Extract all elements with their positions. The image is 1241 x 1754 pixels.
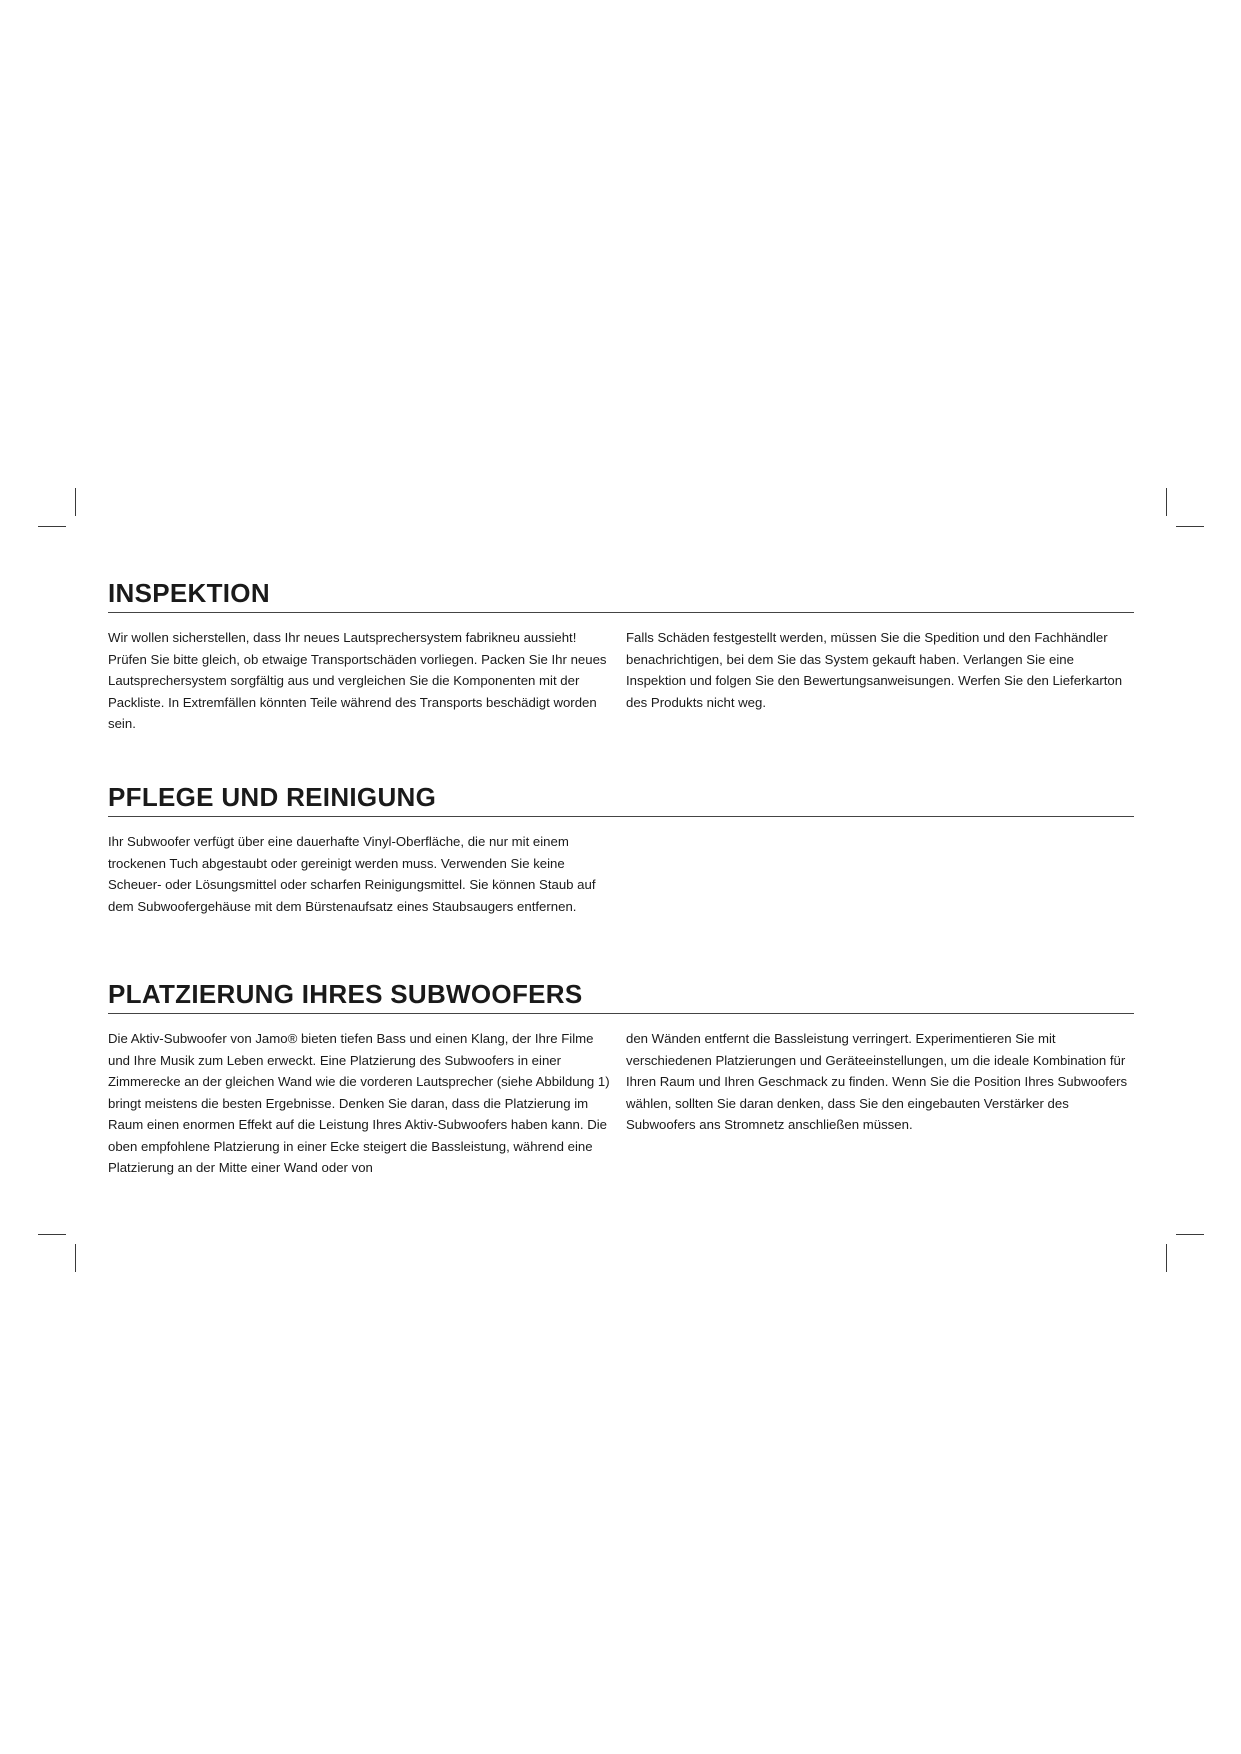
crop-mark-top-right-vertical — [1166, 488, 1167, 516]
inspection-text-right: Falls Schäden festgestellt werden, müssen Sie die Spedition und den Fachhändler benachrichtigen, bei dem Sie das System gekauft haben. Verlangen Sie eine Inspektion und folgen Sie den Bewertungsanweisungen. Werfen Sie den Lieferkarton des Produkts nicht weg. — [626, 630, 1123, 710]
section-columns — [108, 1028, 1134, 1179]
crop-mark-top-left-vertical — [75, 488, 76, 516]
section-inspection — [108, 578, 1134, 735]
section-heading-placement: PLATZIERUNG IHRES SUBWOOFERS — [108, 979, 1134, 1014]
crop-mark-bottom-right-horizontal — [1176, 1234, 1204, 1235]
section-care — [108, 782, 1134, 917]
section-heading-care: PFLEGE UND REINIGUNG — [108, 782, 1134, 817]
section-heading-inspection: INSPEKTION — [108, 578, 1134, 613]
placement-text-left: Die Aktiv-Subwoofer von Jamo® bieten tiefen Bass und einen Klang, der Ihre Filme und Ihre Musik zum Leben erweckt. Eine Platzierung des Subwoofers in einer Zimmerecke an der gleichen Wand wie die vorderen Lautsprecher (siehe Abbildung 1) bringt meistens die besten Ergebnisse. Denken Sie daran, dass die Platzierung im Raum einen enormen Effekt auf die Leistung Ihres Aktiv-Subwoofers haben kann. Die oben empfohlene Platzierung in einer Ecke steigert die Bassleistung, während eine Platzierung an der Mitte einer Wand oder von — [108, 1031, 610, 1175]
crop-mark-top-right-horizontal — [1176, 526, 1204, 527]
section-placement — [108, 979, 1134, 1179]
placement-text-right: den Wänden entfernt die Bassleistung verringert. Experimentieren Sie mit verschiedenen Platzierungen und Geräteeinstellungen, um die ideale Kombination für Ihren Raum und Ihren Geschmack zu finden. Wenn Sie die Position Ihres Subwoofers wählen, sollten Sie daran denken, dass Sie den eingebauten Verstärker des Subwoofers ans Stromnetz anschließen müssen. — [626, 1031, 1128, 1132]
crop-mark-bottom-left-vertical — [75, 1244, 76, 1272]
section-columns — [108, 831, 1134, 917]
inspection-text-left: Wir wollen sicherstellen, dass Ihr neues Lautsprechersystem fabrikneu aussieht! Prüfen Sie bitte gleich, ob etwaige Transportschäden vorliegen. Packen Sie Ihr neues Lautsprechersystem sorgfältig aus und vergleichen Sie die Komponenten mit der Packliste. In Extremfällen könnten Teile während des Transports beschädigt worden sein. — [108, 630, 607, 731]
crop-mark-bottom-left-horizontal — [38, 1234, 66, 1235]
care-text-left: Ihr Subwoofer verfügt über eine dauerhafte Vinyl-Oberfläche, die nur mit einem trockenen Tuch abgestaubt oder gereinigt werden muss. Verwenden Sie keine Scheuer- oder Lösungsmittel oder scharfen Reinigungsmittel. Sie können Staub auf dem Subwoofergehäuse mit dem Bürstenaufsatz eines Staubsaugers entfernen. — [108, 834, 596, 914]
crop-mark-top-left-horizontal — [38, 526, 66, 527]
crop-mark-bottom-right-vertical — [1166, 1244, 1167, 1272]
section-columns — [108, 627, 1134, 735]
